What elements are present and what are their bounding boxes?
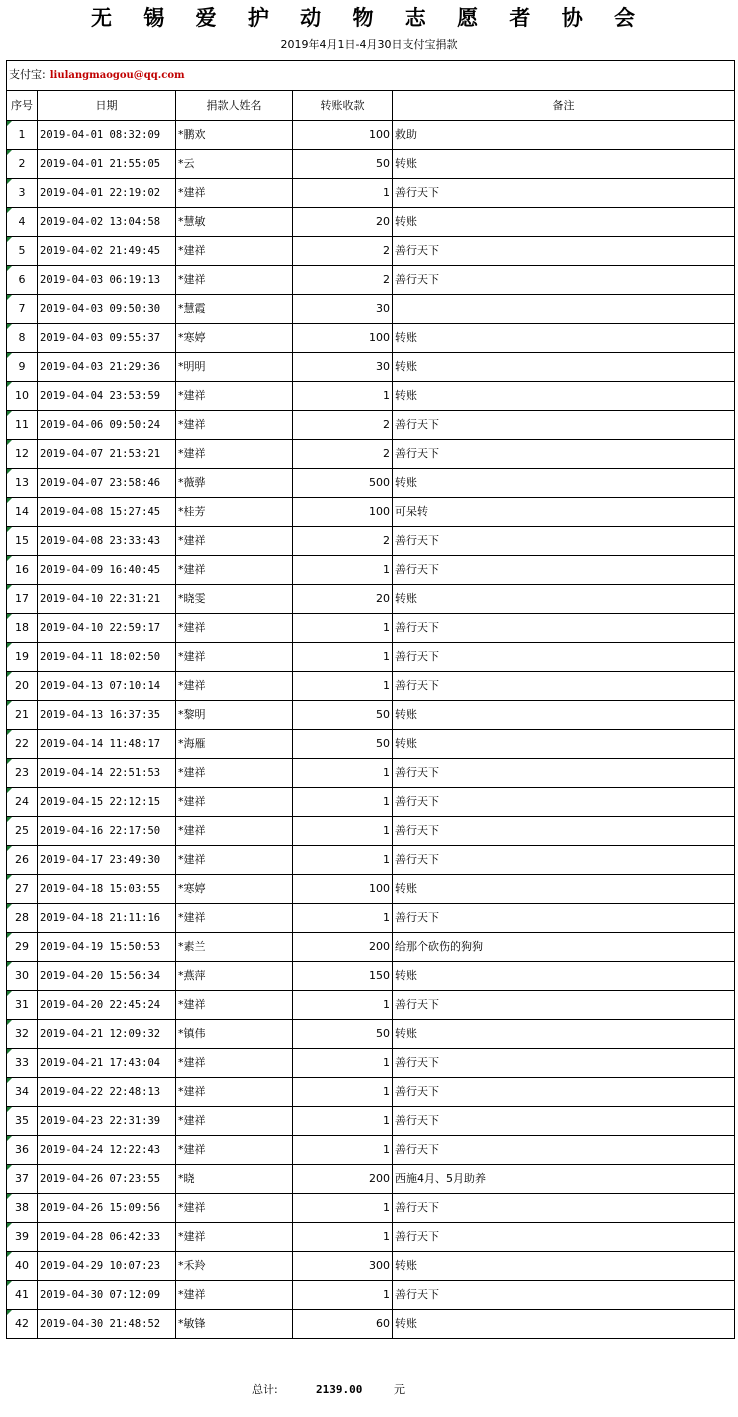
row-donor: *建祥 <box>176 382 293 411</box>
row-note: 转账 <box>393 324 735 353</box>
table-row <box>7 266 735 295</box>
row-note: 善行天下 <box>393 904 735 933</box>
row-donor: *建祥 <box>176 179 293 208</box>
row-seq: 33 <box>7 1049 38 1078</box>
total-unit: 元 <box>394 1383 405 1396</box>
table-row <box>7 208 735 237</box>
row-seq: 28 <box>7 904 38 933</box>
row-amount: 100 <box>293 498 393 527</box>
row-date: 2019-04-13 16:37:35 <box>38 701 176 730</box>
row-donor: *黎明 <box>176 701 293 730</box>
row-donor: *建祥 <box>176 904 293 933</box>
alipay-label: 支付宝: <box>9 68 46 81</box>
row-donor: *明明 <box>176 353 293 382</box>
row-donor: *桂芳 <box>176 498 293 527</box>
row-amount: 1 <box>293 179 393 208</box>
row-donor: *建祥 <box>176 643 293 672</box>
row-note: 善行天下 <box>393 1223 735 1252</box>
row-note: 善行天下 <box>393 759 735 788</box>
row-note <box>393 295 735 324</box>
row-date: 2019-04-18 15:03:55 <box>38 875 176 904</box>
row-note: 转账 <box>393 150 735 179</box>
row-note: 善行天下 <box>393 411 735 440</box>
row-date: 2019-04-16 22:17:50 <box>38 817 176 846</box>
row-amount: 30 <box>293 295 393 324</box>
row-seq: 40 <box>7 1252 38 1281</box>
row-note: 善行天下 <box>393 817 735 846</box>
row-date: 2019-04-01 22:19:02 <box>38 179 176 208</box>
row-donor: *建祥 <box>176 266 293 295</box>
row-amount: 1 <box>293 788 393 817</box>
table-row <box>7 1136 735 1165</box>
row-amount: 1 <box>293 846 393 875</box>
page-title: 无 锡 爱 护 动 物 志 愿 者 协 会 <box>90 5 648 30</box>
row-amount: 100 <box>293 324 393 353</box>
row-seq: 24 <box>7 788 38 817</box>
row-amount: 2 <box>293 237 393 266</box>
row-donor: *建祥 <box>176 556 293 585</box>
table-row <box>7 1165 735 1194</box>
row-donor: *鹏欢 <box>176 121 293 150</box>
row-note: 善行天下 <box>393 846 735 875</box>
row-date: 2019-04-22 22:48:13 <box>38 1078 176 1107</box>
table-row <box>7 121 735 150</box>
row-amount: 1 <box>293 556 393 585</box>
row-date: 2019-04-19 15:50:53 <box>38 933 176 962</box>
row-note: 善行天下 <box>393 556 735 585</box>
row-date: 2019-04-04 23:53:59 <box>38 382 176 411</box>
row-donor: *建祥 <box>176 991 293 1020</box>
row-seq: 13 <box>7 469 38 498</box>
row-date: 2019-04-03 09:55:37 <box>38 324 176 353</box>
header-donor: 捐款人姓名 <box>176 91 293 121</box>
total-line <box>0 1380 738 1400</box>
row-amount: 1 <box>293 1223 393 1252</box>
row-note: 善行天下 <box>393 672 735 701</box>
row-donor: *晓 <box>176 1165 293 1194</box>
row-seq: 6 <box>7 266 38 295</box>
row-amount: 100 <box>293 121 393 150</box>
row-note: 善行天下 <box>393 1281 735 1310</box>
row-seq: 32 <box>7 1020 38 1049</box>
row-date: 2019-04-03 21:29:36 <box>38 353 176 382</box>
row-seq: 4 <box>7 208 38 237</box>
row-date: 2019-04-28 06:42:33 <box>38 1223 176 1252</box>
header-row <box>7 91 735 121</box>
row-amount: 2 <box>293 440 393 469</box>
row-seq: 5 <box>7 237 38 266</box>
row-date: 2019-04-10 22:31:21 <box>38 585 176 614</box>
row-amount: 300 <box>293 1252 393 1281</box>
row-seq: 31 <box>7 991 38 1020</box>
row-donor: *建祥 <box>176 817 293 846</box>
table-row <box>7 353 735 382</box>
row-donor: *禾羚 <box>176 1252 293 1281</box>
donation-table <box>6 60 735 1339</box>
row-donor: *建祥 <box>176 237 293 266</box>
row-donor: *建祥 <box>176 1223 293 1252</box>
row-date: 2019-04-21 17:43:04 <box>38 1049 176 1078</box>
row-note: 可呆转 <box>393 498 735 527</box>
table-row <box>7 846 735 875</box>
row-date: 2019-04-15 22:12:15 <box>38 788 176 817</box>
table-row <box>7 962 735 991</box>
header-amount: 转账收款 <box>293 91 393 121</box>
row-seq: 2 <box>7 150 38 179</box>
row-donor: *敏锋 <box>176 1310 293 1339</box>
row-note: 善行天下 <box>393 614 735 643</box>
row-note: 转账 <box>393 382 735 411</box>
row-date: 2019-04-20 15:56:34 <box>38 962 176 991</box>
row-donor: *建祥 <box>176 672 293 701</box>
row-note: 善行天下 <box>393 991 735 1020</box>
row-seq: 8 <box>7 324 38 353</box>
row-amount: 1 <box>293 1049 393 1078</box>
row-amount: 50 <box>293 701 393 730</box>
row-date: 2019-04-10 22:59:17 <box>38 614 176 643</box>
table-row <box>7 382 735 411</box>
row-date: 2019-04-20 22:45:24 <box>38 991 176 1020</box>
row-date: 2019-04-02 13:04:58 <box>38 208 176 237</box>
row-amount: 500 <box>293 469 393 498</box>
table-row <box>7 179 735 208</box>
table-row <box>7 759 735 788</box>
row-amount: 1 <box>293 1281 393 1310</box>
table-row <box>7 585 735 614</box>
row-seq: 12 <box>7 440 38 469</box>
row-note: 善行天下 <box>393 1136 735 1165</box>
row-note: 救助 <box>393 121 735 150</box>
row-date: 2019-04-11 18:02:50 <box>38 643 176 672</box>
table-row <box>7 701 735 730</box>
alipay-account: liulangmaogou@qq.com <box>49 70 185 81</box>
row-seq: 38 <box>7 1194 38 1223</box>
row-note: 转账 <box>393 353 735 382</box>
row-note: 善行天下 <box>393 237 735 266</box>
row-note: 转账 <box>393 962 735 991</box>
row-seq: 18 <box>7 614 38 643</box>
row-seq: 42 <box>7 1310 38 1339</box>
table-row <box>7 527 735 556</box>
row-seq: 22 <box>7 730 38 759</box>
row-seq: 19 <box>7 643 38 672</box>
row-date: 2019-04-09 16:40:45 <box>38 556 176 585</box>
table-row <box>7 730 735 759</box>
row-seq: 27 <box>7 875 38 904</box>
row-seq: 14 <box>7 498 38 527</box>
header-seq: 序号 <box>7 91 38 121</box>
row-amount: 50 <box>293 730 393 759</box>
alipay-row <box>7 61 735 91</box>
row-note: 善行天下 <box>393 1194 735 1223</box>
row-note: 转账 <box>393 208 735 237</box>
row-seq: 1 <box>7 121 38 150</box>
row-donor: *薇骅 <box>176 469 293 498</box>
row-date: 2019-04-14 22:51:53 <box>38 759 176 788</box>
table-row <box>7 788 735 817</box>
table-row <box>7 469 735 498</box>
row-amount: 1 <box>293 759 393 788</box>
row-note: 西施4月、5月助养 <box>393 1165 735 1194</box>
row-note: 转账 <box>393 1252 735 1281</box>
row-note: 转账 <box>393 701 735 730</box>
row-date: 2019-04-24 12:22:43 <box>38 1136 176 1165</box>
table-row <box>7 933 735 962</box>
row-amount: 1 <box>293 817 393 846</box>
row-date: 2019-04-17 23:49:30 <box>38 846 176 875</box>
table-row <box>7 556 735 585</box>
row-note: 善行天下 <box>393 440 735 469</box>
row-donor: *寒婷 <box>176 875 293 904</box>
table-row <box>7 498 735 527</box>
row-donor: *建祥 <box>176 1107 293 1136</box>
row-note: 转账 <box>393 1020 735 1049</box>
row-date: 2019-04-13 07:10:14 <box>38 672 176 701</box>
row-amount: 1 <box>293 382 393 411</box>
row-note: 转账 <box>393 875 735 904</box>
row-donor: *建祥 <box>176 846 293 875</box>
row-note: 转账 <box>393 1310 735 1339</box>
row-donor: *镇伟 <box>176 1020 293 1049</box>
row-note: 善行天下 <box>393 788 735 817</box>
header-date: 日期 <box>38 91 176 121</box>
table-row <box>7 1310 735 1339</box>
row-amount: 200 <box>293 933 393 962</box>
row-seq: 11 <box>7 411 38 440</box>
row-donor: *建祥 <box>176 614 293 643</box>
row-note: 善行天下 <box>393 643 735 672</box>
row-donor: *建祥 <box>176 788 293 817</box>
row-donor: *燕萍 <box>176 962 293 991</box>
table-row <box>7 1107 735 1136</box>
table-row <box>7 411 735 440</box>
row-seq: 36 <box>7 1136 38 1165</box>
table-row <box>7 440 735 469</box>
row-note: 善行天下 <box>393 1107 735 1136</box>
row-date: 2019-04-03 06:19:13 <box>38 266 176 295</box>
row-amount: 1 <box>293 614 393 643</box>
row-seq: 23 <box>7 759 38 788</box>
row-date: 2019-04-30 21:48:52 <box>38 1310 176 1339</box>
row-donor: *建祥 <box>176 411 293 440</box>
row-seq: 15 <box>7 527 38 556</box>
row-seq: 29 <box>7 933 38 962</box>
row-date: 2019-04-08 23:33:43 <box>38 527 176 556</box>
row-donor: *慧霞 <box>176 295 293 324</box>
row-donor: *建祥 <box>176 1194 293 1223</box>
header-note: 备注 <box>393 91 735 121</box>
row-amount: 1 <box>293 643 393 672</box>
row-note: 善行天下 <box>393 179 735 208</box>
table-row <box>7 1223 735 1252</box>
table-row <box>7 904 735 933</box>
row-note: 给那个砍伤的狗狗 <box>393 933 735 962</box>
table-row <box>7 1049 735 1078</box>
table-row <box>7 1194 735 1223</box>
row-amount: 30 <box>293 353 393 382</box>
row-date: 2019-04-30 07:12:09 <box>38 1281 176 1310</box>
row-amount: 1 <box>293 904 393 933</box>
row-seq: 26 <box>7 846 38 875</box>
row-seq: 30 <box>7 962 38 991</box>
row-amount: 1 <box>293 1194 393 1223</box>
row-amount: 150 <box>293 962 393 991</box>
table-row <box>7 295 735 324</box>
row-date: 2019-04-21 12:09:32 <box>38 1020 176 1049</box>
row-donor: *寒婷 <box>176 324 293 353</box>
row-amount: 1 <box>293 672 393 701</box>
row-seq: 41 <box>7 1281 38 1310</box>
row-seq: 34 <box>7 1078 38 1107</box>
row-seq: 3 <box>7 179 38 208</box>
row-donor: *建祥 <box>176 1136 293 1165</box>
table-row <box>7 324 735 353</box>
row-date: 2019-04-29 10:07:23 <box>38 1252 176 1281</box>
table-row <box>7 991 735 1020</box>
row-date: 2019-04-03 09:50:30 <box>38 295 176 324</box>
row-note: 善行天下 <box>393 1049 735 1078</box>
table-row <box>7 237 735 266</box>
row-date: 2019-04-01 21:55:05 <box>38 150 176 179</box>
table-row <box>7 150 735 179</box>
row-seq: 39 <box>7 1223 38 1252</box>
row-amount: 200 <box>293 1165 393 1194</box>
row-note: 转账 <box>393 585 735 614</box>
row-amount: 1 <box>293 991 393 1020</box>
row-seq: 25 <box>7 817 38 846</box>
row-date: 2019-04-26 07:23:55 <box>38 1165 176 1194</box>
row-note: 善行天下 <box>393 266 735 295</box>
row-date: 2019-04-08 15:27:45 <box>38 498 176 527</box>
row-seq: 35 <box>7 1107 38 1136</box>
row-amount: 100 <box>293 875 393 904</box>
table-row <box>7 643 735 672</box>
total-value: 2139.00 <box>316 1383 363 1396</box>
row-donor: *海雁 <box>176 730 293 759</box>
row-donor: *云 <box>176 150 293 179</box>
row-date: 2019-04-01 08:32:09 <box>38 121 176 150</box>
row-donor: *素兰 <box>176 933 293 962</box>
row-donor: *建祥 <box>176 759 293 788</box>
row-date: 2019-04-23 22:31:39 <box>38 1107 176 1136</box>
row-amount: 20 <box>293 585 393 614</box>
row-amount: 50 <box>293 1020 393 1049</box>
row-donor: *慧敏 <box>176 208 293 237</box>
row-note: 转账 <box>393 469 735 498</box>
row-amount: 60 <box>293 1310 393 1339</box>
row-seq: 9 <box>7 353 38 382</box>
row-seq: 20 <box>7 672 38 701</box>
table-row <box>7 875 735 904</box>
row-date: 2019-04-14 11:48:17 <box>38 730 176 759</box>
row-amount: 50 <box>293 150 393 179</box>
row-amount: 2 <box>293 266 393 295</box>
row-amount: 1 <box>293 1107 393 1136</box>
row-seq: 37 <box>7 1165 38 1194</box>
row-date: 2019-04-26 15:09:56 <box>38 1194 176 1223</box>
table-row <box>7 614 735 643</box>
row-date: 2019-04-07 21:53:21 <box>38 440 176 469</box>
row-note: 善行天下 <box>393 1078 735 1107</box>
row-note: 善行天下 <box>393 527 735 556</box>
row-seq: 10 <box>7 382 38 411</box>
table-row <box>7 1281 735 1310</box>
row-note: 转账 <box>393 730 735 759</box>
row-seq: 7 <box>7 295 38 324</box>
row-donor: *建祥 <box>176 440 293 469</box>
row-donor: *晓雯 <box>176 585 293 614</box>
table-row <box>7 1078 735 1107</box>
table-row <box>7 1252 735 1281</box>
table-row <box>7 1020 735 1049</box>
table-row <box>7 817 735 846</box>
row-amount: 1 <box>293 1078 393 1107</box>
row-date: 2019-04-07 23:58:46 <box>38 469 176 498</box>
row-date: 2019-04-18 21:11:16 <box>38 904 176 933</box>
row-donor: *建祥 <box>176 527 293 556</box>
total-label: 总计: <box>252 1383 278 1396</box>
row-date: 2019-04-02 21:49:45 <box>38 237 176 266</box>
row-amount: 1 <box>293 1136 393 1165</box>
row-amount: 20 <box>293 208 393 237</box>
row-donor: *建祥 <box>176 1281 293 1310</box>
row-donor: *建祥 <box>176 1049 293 1078</box>
table-row <box>7 672 735 701</box>
row-date: 2019-04-06 09:50:24 <box>38 411 176 440</box>
page-subtitle: 2019年4月1日-4月30日支付宝捐款 <box>280 38 458 51</box>
row-amount: 2 <box>293 411 393 440</box>
row-seq: 17 <box>7 585 38 614</box>
row-seq: 21 <box>7 701 38 730</box>
alipay-cell <box>7 61 735 91</box>
row-seq: 16 <box>7 556 38 585</box>
row-donor: *建祥 <box>176 1078 293 1107</box>
row-amount: 2 <box>293 527 393 556</box>
